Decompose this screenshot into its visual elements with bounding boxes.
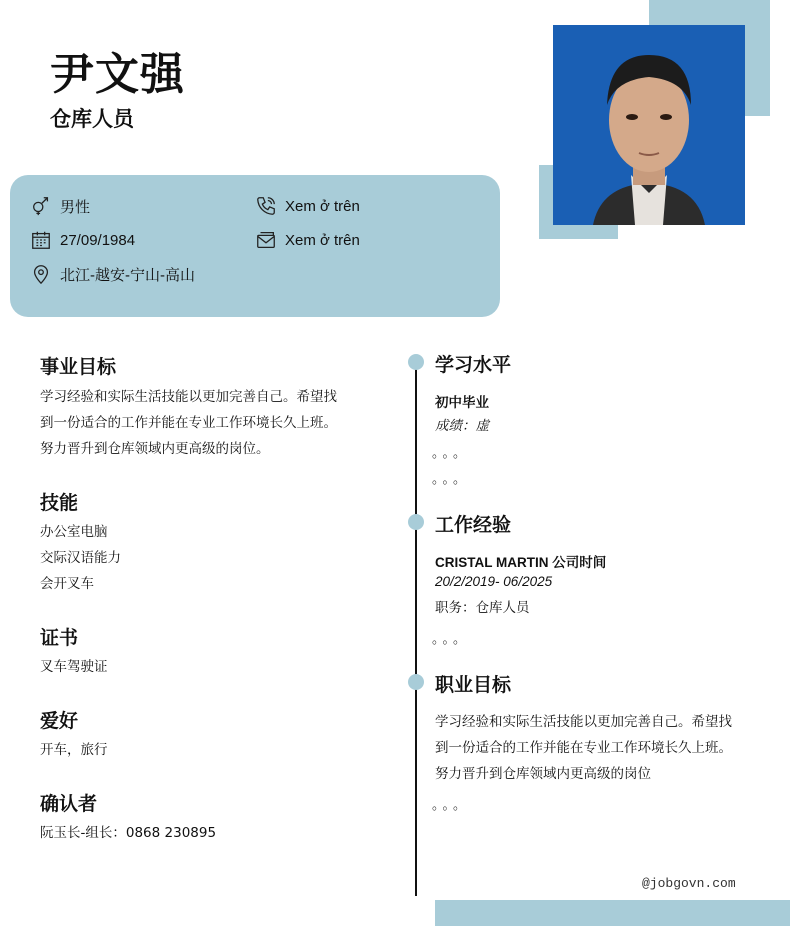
timeline-dot: [408, 354, 424, 370]
location-icon: [30, 263, 52, 285]
calendar-icon: [30, 229, 52, 251]
phone-icon: [255, 195, 277, 217]
experience-title: 工作经验: [435, 514, 512, 536]
gender-icon: [30, 195, 52, 217]
certificates-title: 证书: [40, 627, 79, 649]
timeline-dot: [408, 514, 424, 530]
timeline-line: [415, 360, 417, 896]
skill-item: 交际汉语能力: [40, 550, 121, 566]
certificate-item: 叉车驾驶证: [40, 659, 108, 675]
career-goal-text: 学习经验和实际生活技能以更加完善自己。希望找 到一份适合的工作并能在专业工作环境长久上班。 努力晋升到仓库领域内更高级的岗位: [435, 714, 732, 782]
decor-block-bottom: [435, 900, 790, 926]
candidate-name: 尹文强: [50, 49, 185, 100]
skills-title: 技能: [40, 492, 79, 514]
hobbies-text: 开车，旅行: [40, 742, 108, 758]
skills-list: [40, 519, 121, 597]
contact-email: Xem ở trên: [255, 229, 360, 251]
profile-photo: [553, 25, 745, 225]
contact-gender: 男性: [30, 195, 90, 217]
hobbies-title: 爱好: [40, 710, 79, 732]
education-dots: 。。。: [432, 472, 471, 487]
objective-text: 学习经验和实际生活技能以更加完善自己。希望找 到一份适合的工作并能在专业工作环境长久上班。 努力晋升到仓库领域内更高级的岗位。: [40, 389, 337, 457]
career-goal-title: 职业目标: [435, 674, 512, 696]
mail-icon: [255, 229, 277, 251]
contact-phone: Xem ở trên: [255, 195, 360, 217]
candidate-role: 仓库人员: [50, 107, 134, 131]
contact-address: 北江-越安-宁山-高山: [30, 263, 195, 285]
contact-birthdate: 27/09/1984: [30, 229, 135, 251]
education-dots: 。。。: [432, 446, 471, 461]
reference-title: 确认者: [40, 793, 98, 815]
experience-period: 20/2/2019- 06/2025: [435, 574, 553, 589]
career-goal-dots: 。。。: [432, 798, 471, 813]
experience-dots: 。。。: [432, 632, 471, 647]
education-degree: 初中毕业: [435, 395, 489, 410]
watermark: @jobgovn.com: [642, 876, 736, 891]
timeline-dot: [408, 674, 424, 690]
experience-company: CRISTAL MARTIN 公司时间: [435, 555, 607, 570]
skill-item: 办公室电脑: [40, 524, 108, 540]
education-title: 学习水平: [435, 354, 512, 376]
experience-position: 职务：仓库人员: [435, 600, 530, 616]
reference-text: 阮玉长-组长：0868 230895: [40, 825, 217, 841]
objective-title: 事业目标: [40, 356, 117, 378]
education-score: 成绩：虚: [435, 418, 489, 433]
skill-item: 会开叉车: [40, 576, 94, 592]
